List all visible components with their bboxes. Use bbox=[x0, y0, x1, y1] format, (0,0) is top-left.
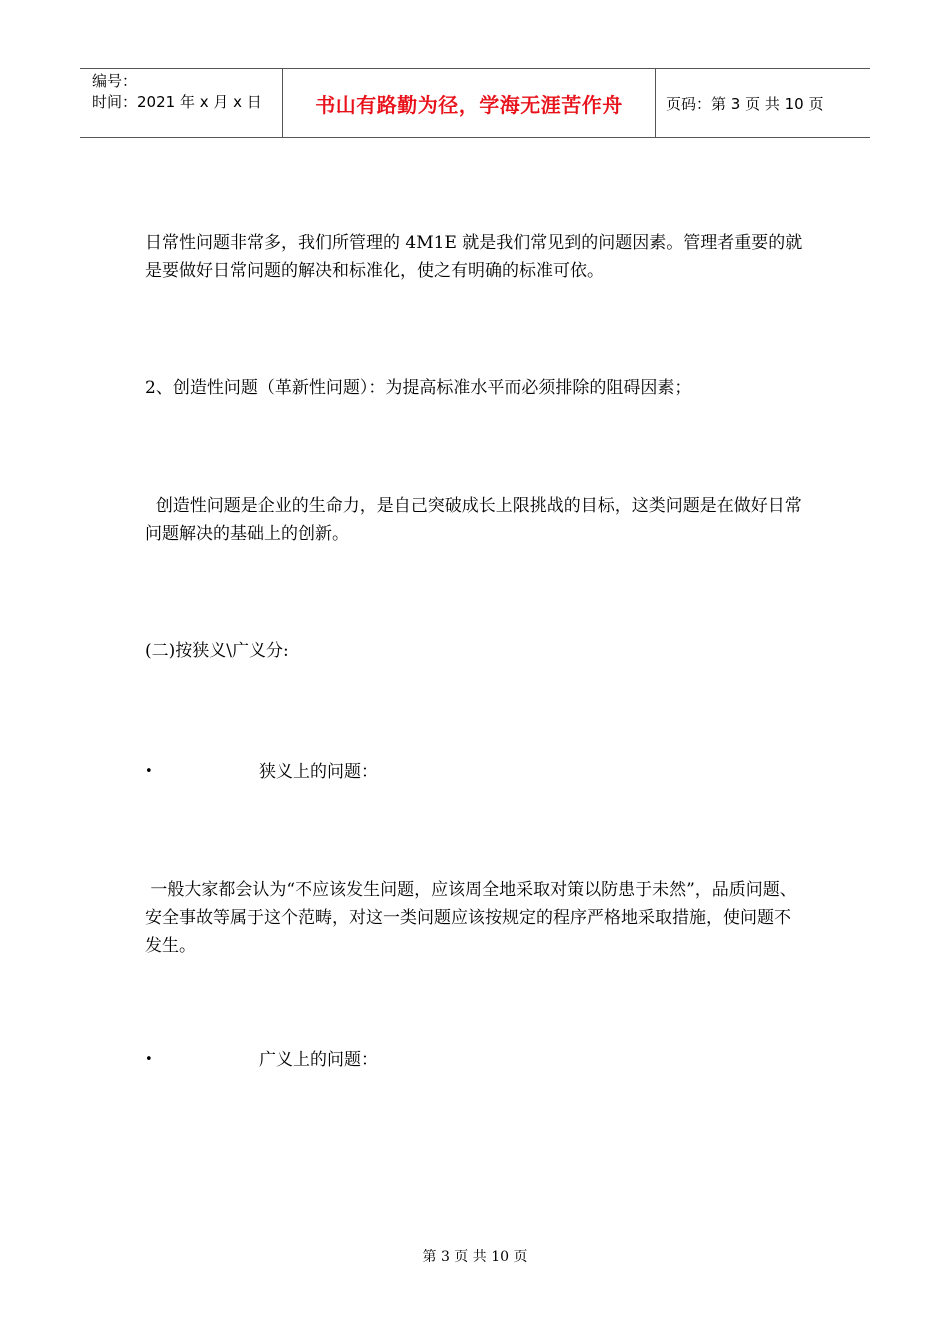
heading-narrow-broad: (二)按狭义\广义分: bbox=[145, 641, 289, 661]
list-item-label: 广义上的问题： bbox=[259, 1050, 378, 1070]
header-page-info: 页码：第 3 页 共 10 页 bbox=[666, 94, 824, 113]
header-motto: 书山有路勤为径，学海无涯苦作舟 bbox=[315, 92, 623, 117]
paragraph-narrow-problems: 一般大家都会认为“不应该发生问题，应该周全地采取对策以防患于未然”，品质问题、安全事故等属于这个范畴，对这一类问题应该按规定的程序严格地采取措施，使问题不发生。 bbox=[145, 880, 797, 956]
paragraph-daily-problems: 日常性问题非常多，我们所管理的 4M1E 就是我们常见到的问题因素。管理者重要的就是要做好日常问题的解决和标准化，使之有明确的标准可依。 bbox=[145, 233, 803, 281]
page-header bbox=[80, 68, 870, 138]
page-footer bbox=[0, 1246, 950, 1266]
bullet-icon: • bbox=[145, 1052, 153, 1067]
paragraph-creative-problems: 创造性问题是企业的生命力，是自己突破成长上限挑战的目标，这类问题是在做好日常问题解决的基础上的创新。 bbox=[145, 496, 802, 544]
heading-creative-problems: 2、创造性问题（革新性问题）：为提高标准水平而必须排除的阻碍因素； bbox=[145, 378, 692, 398]
footer-page-number: 第 3 页 共 10 页 bbox=[422, 1249, 528, 1265]
header-left-cell bbox=[80, 69, 282, 137]
list-item-label: 狭义上的问题： bbox=[259, 762, 378, 782]
header-page-cell bbox=[656, 69, 870, 137]
bullet-icon: • bbox=[145, 764, 153, 779]
document-date: 时间：2021 年 x 月 x 日 bbox=[92, 93, 262, 111]
document-number-label: 编号： bbox=[92, 72, 138, 90]
header-motto-cell bbox=[282, 69, 656, 137]
